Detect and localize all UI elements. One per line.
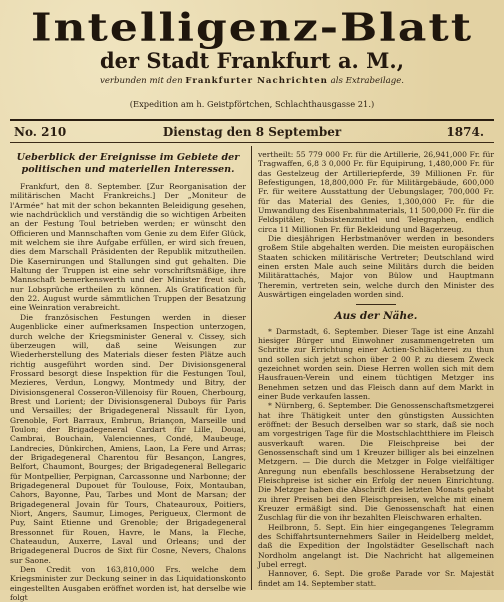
right-article-1: * Darmstadt, 6. September. Dieser Tage ist eine Anzahl hiesiger Bürger und Einwohner zusammengetreten um Schritte zur Errichtung einer Actien-Schlächterei zu thun und sollen sich jetzt schon über 2 00 P. zu diesem Zweck gezeichnet worden sein. Diese Herren wollen sich mit dem Hausfrauen-Verein und einem tüchtigen Metzger ins Benehmen setzen und das Fleisch dann auf dem Markt in einer Bude verkaufen lassen.	[258, 326, 494, 401]
right-article-3: Heilbronn, 5. Sept. Ein hier eingegangenes Telegramm des Schiffahrtsunternehmers Sailer in Heidelberg meldet, daß die Expedition der Ingolstädter Gesellschaft nach Nordholm angelangt ist. Die Nachricht hat allgemeinen Jubel erregt.	[258, 522, 494, 570]
dateline-rule	[10, 142, 494, 143]
masthead-expedition: (Expedition am h. Geistpförtchen, Schlachthausgasse 21.)	[129, 99, 375, 109]
right-article-4: Hannover, 6. Sept. Die große Parade vor Sr. Majestät findet am 14. September statt.	[258, 569, 494, 588]
issue-dateline	[10, 125, 494, 139]
issue-number: No. 210	[14, 125, 67, 139]
right-intro-paragraph: vertheilt: 55 779 000 Fr. für die Artillerie, 26,941,000 Fr. für Tragwaffen, 6,8 3 0,000 Fr. für Equipirung, 1,480,000 Fr. für das Gestelzeug der Artilleriepferde, 39 Millionen Fr. für Befestigungen, 18,800,000 Fr. für Militärgebäude, 600,000 Fr. für weitere Ausstattung der Uebungslager, 700,000 Fr. für das Material des Genies, 1,300,000 Fr. für die Umwandlung des Eisenbahnmaterials, 11 500,000 Fr. für die Feldspitäler, Subsistenzmittel und Telegraphen, endlich circa 11 Millionen Fr. für Bekleidung und Bagerzeug.	[258, 150, 494, 234]
left-paragraph-3: Den Credit von 163,810,000 Frs. welche dem Kriegsminister zur Deckung seiner in das Liquidationskonto eingestellten Ausgaben eröffnet worden ist, hat derselbe wie folgt	[10, 565, 246, 602]
left-paragraph-1: Frankfurt, den 8. September. [Zur Reorganisation der militärischen Macht Frankreichs.] Der „Moniteur de l'Armée“ hat mit der schon bekannten Beleidigung gesehen, wie nachdrücklich und verständig die so wichtigen Arbeiten an der Festung Toul betrieben werden; er wünscht den Officieren und Mannschaften vom Genie zu dem Eifer Glück, mit welchem sie ihre Aufgabe erfüllen, er wird sich freuen, dies dem Marschall Präsidenten der Republik mitzutheilen. Die Kasernirungen und Stallungen sind gut gehalten. Die Haltung der Truppen ist eine sehr vorschriftsmäßige, ihre Mannschaft bemerkenswerth und der Minister freut sich, nur Lobsprüche ertheilen zu können. Als Gratification für den 22. August wurde sämmtlichen Truppen der Besatzung eine Weinration verabreicht.	[10, 182, 246, 313]
left-column	[10, 150, 246, 602]
left-heading: Ueberblick der Ereignisse im Gebiete der politischen und materiellen Interessen.	[16, 152, 240, 175]
right-heading: Aus der Nähe.	[334, 309, 418, 322]
right-column	[258, 150, 494, 590]
tagline-pre: verbunden mit den	[99, 76, 183, 86]
column-divider	[251, 146, 252, 590]
masthead-title: Intelligenz-Blatt	[30, 5, 474, 51]
right-paragraph-2: Die diesjährigen Herbstmanöver werden in besonders großem Stile abgehalten werden. Die meisten europäischen Staaten schicken militärische Vertreter; Deutschland wird einen ersten Male auch seine Militärs durch die beiden Militärattachés, Major von Bülow und Hauptmann Theremin, vertreten sein, welche durch den Minister des Auswärtigen eingeladen worden sind.	[258, 234, 494, 300]
left-paragraph-2: Die französischen Festungen werden in dieser Augenblicke einer aufmerksamen Inspection unterzogen, durch welche der Kriegsminister General v. Cissey, sich überzeugen will, daß seine Weisungen zur Wiederherstellung des Materials dieser festen Plätze auch richtig ausgeführt worden sind. Der Divisionsgeneral Frossard besorgt diese Inspektion für die Festungen Toul, Mezieres, Verdun, Longwy, Montmedy und Bitry, der Divisionsgeneral Cosseron-Villenoisy für Rouen, Cherbourg, Brest und Lorient; der Divisionsgeneral Duboys für Paris und Versailles; der Brigadegeneral Nissault für Lyon, Grenoble, Fort Barraux, Embrun, Briançon, Marseille und Toulon; der Brigadegeneral Cardart für Lille, Douai, Cambrai, Bouchain, Valenciennes, Condé, Maubeuge, Landrecies, Dünkirchen, Amiens, Laon, La Fere und Arras; der Brigadegeneral Charentou für Besançon, Langres, Belfort, Chaumont, Bourges; der Brigadegeneral Bellegaric für Montpellier, Perpignan, Carcassonne und Narbonne; der Brigadegeneral Dupouet für Toulouse, Foix, Montauban, Cahors, Bayonne, Pau, Tarbes und Mont de Marsan; der Brigadegeneral Jovain für Tours, Chateauroux, Poitiers, Niort, Angers, Saumur, Limoges, Perigueux, Clermont de Puy, Saint Etienne und Grenoble; der Brigadegeneral Bressonnet für Rouen, Havre, le Mans, la Fleche, Chateaudun, Auxerre, Laval und Orleans; und der Brigadegeneral Ducros de Sixt für Cosne, Nevers, Chalons sur Saone.	[10, 312, 246, 565]
issue-year: 1874.	[446, 125, 484, 139]
tagline-post: als Extrabeilage.	[330, 76, 405, 86]
masthead-subtitle: der Stadt Frankfurt a. M.,	[99, 48, 405, 73]
section-separator	[356, 304, 396, 305]
masthead-tagline	[0, 76, 504, 87]
tagline-paper: Frankfurter Nachrichten	[185, 76, 328, 86]
top-rule	[10, 119, 494, 121]
right-article-2: * Nürnberg, 6. September. Die Genossenschaftsmetzgerei hat ihre Thätigkeit unter den günstigsten Aussichten eröffnet: der Besuch derselben war so stark, daß sie noch am vorgestrigen Tage für die Mostschlachtthiere im Fleisch ausverkauft waren. Die Fleischpreise bei der Genossenschaft sind um 1 Kreuzer billiger als bei einzelnen Metzgern. — Die durch die Metzger in Folge vielfältiger Anregung nun ebenfalls beschlossene Herabsetzung der Fleischpreise ist sicher ein Erfolg der neuen Einrichtung. Die Metzger haben die Abschrift des letzten Monats gehabt zu ihrer Preisen bei den Fleischpreisen, welche mit einem Kreuzer ermäßigt sind. Die Genossenschaft hat einen Zuschlag für die von ihr bezahlten Fleischwaren erhalten.	[258, 401, 494, 523]
issue-date: Dienstag den 8 September	[162, 125, 342, 139]
